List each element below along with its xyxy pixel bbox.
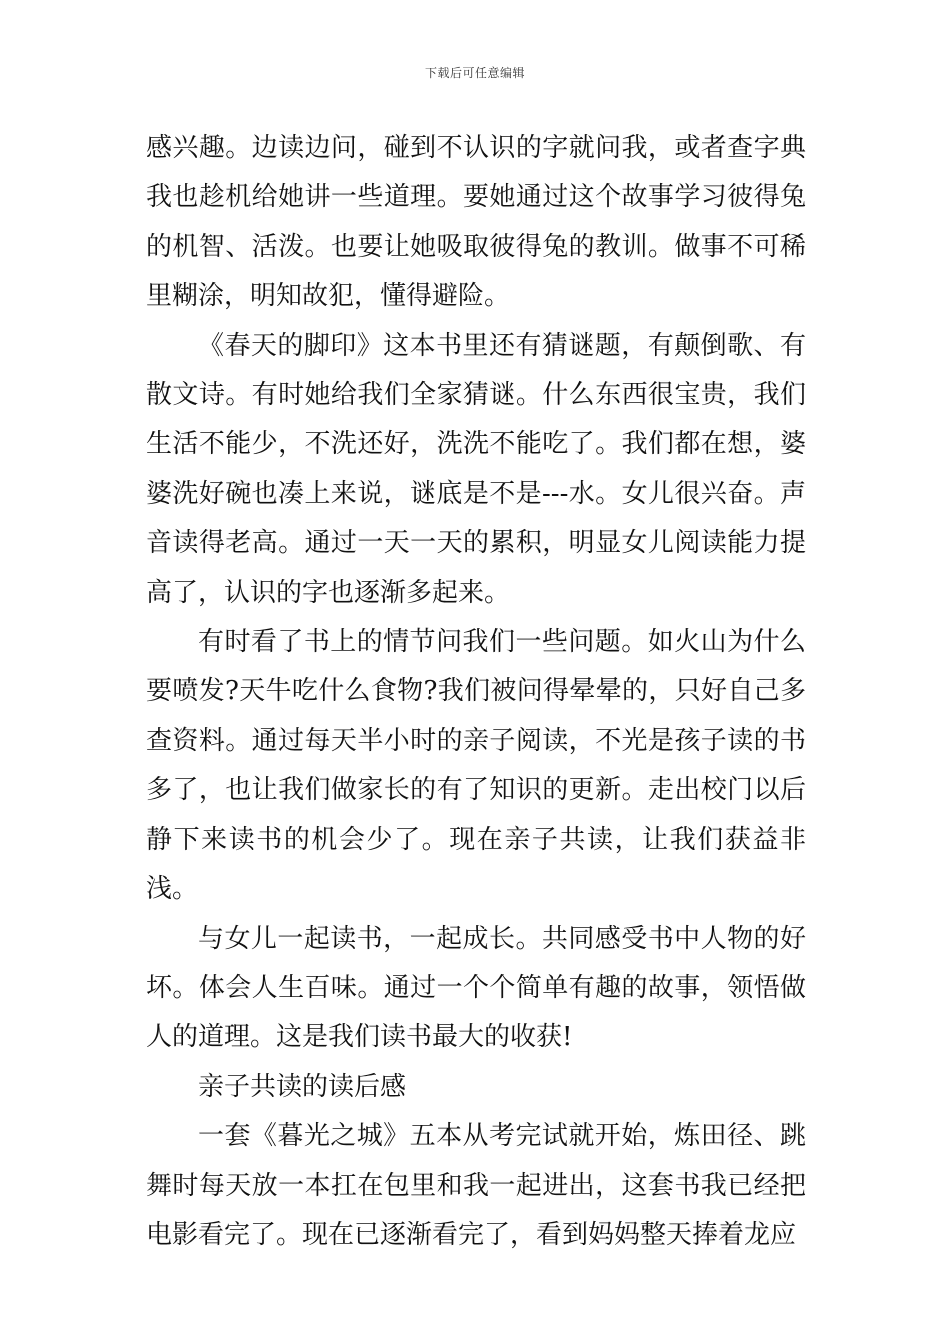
document-body	[146, 124, 806, 1260]
paragraph-3: 有时看了书上的情节问我们一些问题。如火山为什么要喷发?天牛吃什么食物?我们被问得晕晕的，只好自己多查资料。通过每天半小时的亲子阅读，不光是孩子读的书多了，也让我们做家长的有了知识的更新。走出校门以后静下来读书的机会少了。现在亲子共读，让我们获益非浅。	[146, 627, 806, 905]
section-title: 亲子共读的读后感	[198, 1071, 407, 1102]
paragraph-1: 感兴趣。边读边问，碰到不认识的字就问我，或者查字典我也趁机给她讲一些道理。要她通过这个故事学习彼得兔的机智、活泼。也要让她吸取彼得兔的教训。做事不可稀里糊涂，明知故犯，懂得避险。	[146, 133, 806, 312]
page-header: 下载后可任意编辑	[424, 66, 525, 80]
paragraph-4: 与女儿一起读书，一起成长。共同感受书中人物的好坏。体会人生百味。通过一个个简单有趣的故事，领悟做人的道理。这是我们读书最大的收获!	[146, 923, 806, 1053]
paragraph-5: 一套《暮光之城》五本从考完试就开始，炼田径、跳舞时每天放一本扛在包里和我一起进出，这套书我已经把电影看完了。现在已逐渐看完了，看到妈妈整天捧着龙应	[146, 1121, 806, 1250]
paragraph-2: 《春天的脚印》这本书里还有猜谜题，有颠倒歌、有散文诗。有时她给我们全家猜谜。什么东西很宝贵，我们生活不能少，不洗还好，洗洗不能吃了。我们都在想，婆婆洗好碗也凑上来说，谜底是不是---水。女儿很兴奋。声音读得老高。通过一天一天的累积，明显女儿阅读能力提高了，认识的字也逐渐多起来。	[146, 330, 806, 608]
